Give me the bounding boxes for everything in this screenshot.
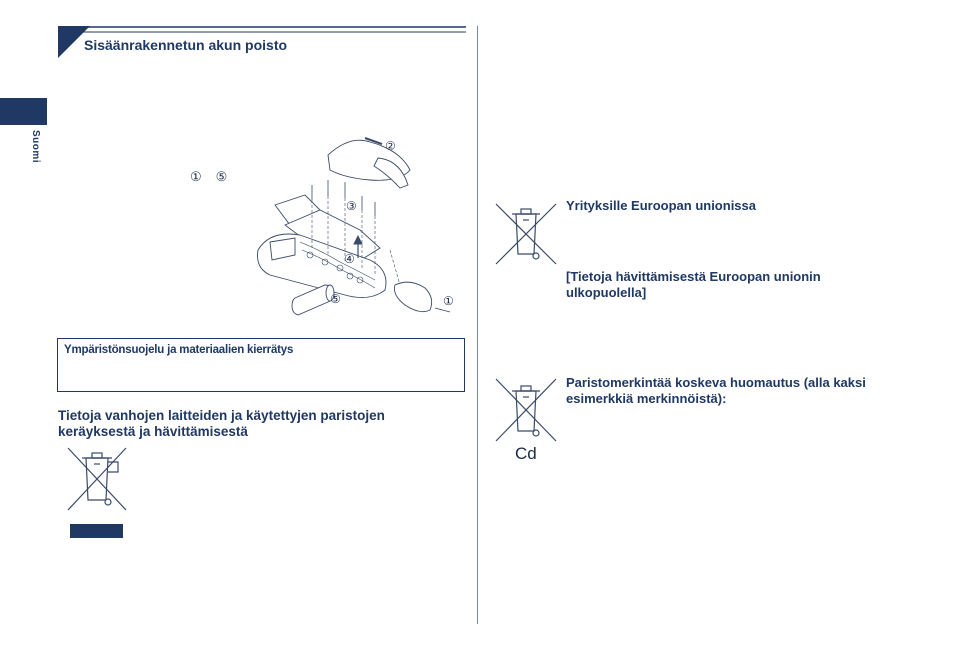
step-range-start: ① (190, 169, 202, 184)
weee-underline-bar (70, 524, 123, 538)
step-range (190, 169, 227, 185)
outside-eu-heading: [Tietoja hävittämisestä Euroopan unionin ulkopuolella] (566, 269, 821, 300)
crossed-bin-icon (64, 444, 130, 514)
environment-title: Ympäristönsuojelu ja materiaalien kierrätys (64, 344, 294, 356)
battery-removal-diagram (250, 130, 465, 325)
crossed-bin-icon-eu (492, 200, 560, 268)
language-tab (0, 98, 47, 125)
svg-text:④: ④ (344, 252, 355, 266)
svg-text:③: ③ (346, 199, 357, 213)
column-divider (477, 26, 478, 624)
cadmium-symbol: Cd (515, 444, 537, 463)
svg-text:②: ② (385, 139, 396, 153)
svg-text:⑤: ⑤ (330, 292, 341, 306)
language-label: Suomi (30, 130, 41, 164)
section-title: Sisäänrakennetun akun poisto (84, 37, 288, 53)
battery-note-heading: Paristomerkintää koskeva huomautus (alla kaksi esimerkkiä merkinnöistä): (566, 375, 866, 406)
eu-business-heading: Yrityksille Euroopan unionissa (566, 198, 756, 213)
disposal-heading: Tietoja vanhojen laitteiden ja käytettyjen paristojen keräyksestä ja hävittämisestä (58, 408, 385, 439)
svg-text:①: ① (443, 294, 454, 308)
crossed-bin-icon-battery (492, 377, 560, 443)
step-range-end: ⑤ (215, 169, 228, 184)
